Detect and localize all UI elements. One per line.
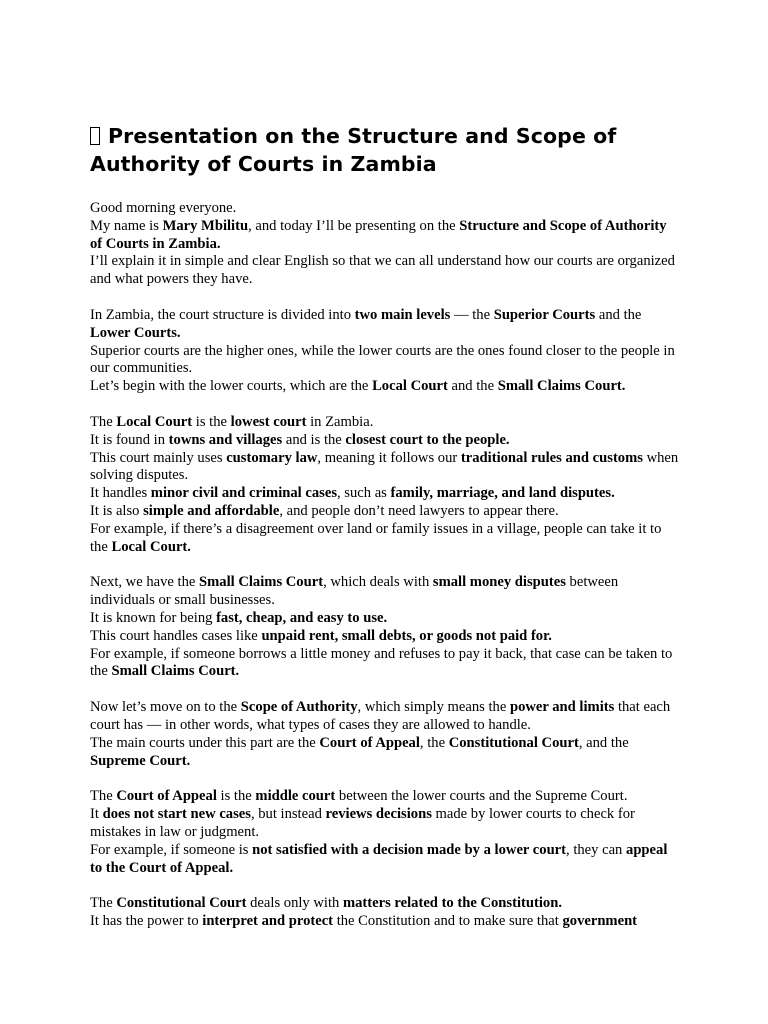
- bold-text: Court of Appeal: [116, 788, 217, 805]
- sentence: [90, 432, 680, 450]
- text-run: , and the: [578, 734, 629, 751]
- bold-text: customary law: [226, 449, 318, 466]
- text-run: and the: [595, 306, 642, 323]
- text-run: , they can: [566, 841, 627, 858]
- paragraph: [90, 699, 680, 770]
- text-run: , but instead: [250, 806, 326, 823]
- bold-text: fast, cheap, and easy to use.: [216, 609, 388, 626]
- text-run: This court mainly uses: [90, 449, 227, 466]
- bold-text: interpret and protect: [202, 913, 334, 930]
- sentence: [90, 646, 680, 682]
- text-run: in Zambia.: [306, 413, 374, 430]
- text-run: the Constitution and to make sure that: [333, 913, 563, 930]
- bold-text: minor civil and criminal cases: [150, 485, 337, 502]
- sentence: [90, 788, 680, 806]
- text-run: when solving disputes.: [90, 449, 679, 484]
- bold-text: Local Court.: [111, 538, 191, 555]
- text-run: , which deals with: [323, 574, 433, 591]
- text-run: , and people don’t need lawyers to appear there.: [279, 502, 559, 519]
- text-run: , such as: [337, 485, 391, 502]
- sentence: [90, 378, 680, 396]
- bold-text: matters related to the Constitution.: [342, 895, 562, 912]
- bold-text: Lower Courts.: [90, 324, 181, 341]
- sentence: [90, 913, 680, 931]
- text-run: , and today I’ll be presenting on the: [248, 217, 460, 234]
- text-run: made by lower courts to check for mistakes in law or judgment.: [90, 806, 635, 840]
- bold-text: reviews decisions: [325, 806, 432, 823]
- bold-text: towns and villages: [168, 431, 283, 448]
- document-body: [90, 200, 680, 931]
- text-run: — the: [450, 306, 494, 323]
- sentence: [90, 450, 680, 486]
- sentence: [90, 200, 680, 218]
- text-run: Next, we have the: [90, 574, 200, 591]
- sentence: [90, 735, 680, 771]
- text-run: Good morning everyone.: [90, 200, 237, 216]
- bold-text: Superior Courts: [493, 306, 596, 323]
- sentence: [90, 574, 680, 610]
- bold-text: power and limits: [509, 699, 615, 716]
- bold-text: Supreme Court.: [90, 752, 191, 769]
- text-run: My name is: [90, 217, 163, 234]
- bold-text: lowest court: [230, 413, 307, 430]
- text-run: It has the power to: [90, 913, 203, 930]
- text-run: The: [90, 788, 117, 805]
- bold-text: not satisfied with a decision made by a lower court: [252, 841, 567, 858]
- sentence: [90, 218, 680, 254]
- text-run: For example, if someone borrows a little money and refuses to pay it back, that case can be taken to the: [90, 645, 673, 680]
- bold-text: Small Claims Court: [199, 574, 324, 591]
- sentence: [90, 343, 680, 379]
- sentence: [90, 253, 680, 289]
- text-run: In Zambia, the court structure is divided into: [90, 306, 355, 323]
- text-run: It handles: [90, 485, 151, 502]
- sentence: [90, 806, 680, 842]
- bold-text: two main levels: [354, 306, 451, 323]
- text-run: Superior courts are the higher ones, while the lower courts are the ones found closer to the people in our communities.: [90, 342, 675, 377]
- paragraph: [90, 200, 680, 289]
- bold-text: Scope of Authority: [240, 699, 358, 716]
- text-run: The: [90, 895, 117, 912]
- text-run: , meaning it follows our: [317, 449, 461, 466]
- text-run: that each court has — in other words, what types of cases they are allowed to handle.: [90, 699, 671, 733]
- text-run: It is also: [90, 502, 144, 519]
- sentence: [90, 521, 680, 557]
- sentence: [90, 628, 680, 646]
- text-run: It: [90, 806, 103, 823]
- text-run: and is the: [282, 431, 346, 448]
- bold-text: middle court: [255, 788, 336, 805]
- title-text: Presentation on the Structure and Scope of Authority of Courts in Zambia: [90, 124, 617, 176]
- bold-text: Court of Appeal: [319, 734, 420, 751]
- paragraph: [90, 895, 680, 931]
- sentence: [90, 414, 680, 432]
- text-run: , which simply means the: [357, 699, 510, 716]
- sentence: [90, 699, 680, 735]
- sentence: [90, 503, 680, 521]
- text-run: and the: [447, 378, 498, 395]
- text-run: is the: [192, 413, 231, 430]
- bold-text: unpaid rent, small debts, or goods not paid for.: [261, 627, 552, 644]
- text-run: , the: [419, 734, 449, 751]
- text-run: It is known for being: [90, 609, 217, 626]
- sentence: [90, 307, 680, 343]
- bold-text: small money disputes: [432, 574, 566, 591]
- text-run: Now let’s move on to the: [90, 699, 241, 716]
- bold-text: government: [562, 913, 638, 930]
- paragraph: [90, 414, 680, 556]
- missing-glyph-icon: [90, 127, 100, 145]
- sentence: [90, 895, 680, 913]
- paragraph: [90, 574, 680, 681]
- bold-text: Mary Mbilitu: [162, 217, 249, 234]
- text-run: is the: [216, 788, 256, 805]
- bold-text: closest court to the people.: [345, 431, 510, 448]
- bold-text: Constitutional Court: [448, 734, 579, 751]
- bold-text: traditional rules and customs: [460, 449, 643, 466]
- bold-text: Local Court: [372, 378, 448, 395]
- paragraph: [90, 788, 680, 877]
- text-run: between the lower courts and the Supreme Court.: [335, 788, 628, 805]
- bold-text: does not start new cases: [102, 806, 251, 823]
- text-run: For example, if there’s a disagreement over land or family issues in a village, people can take it to the: [90, 520, 662, 555]
- bold-text: Small Claims Court.: [111, 663, 240, 680]
- text-run: For example, if someone is: [90, 841, 253, 858]
- document-title: [90, 122, 680, 178]
- text-run: deals only with: [246, 895, 343, 912]
- bold-text: appeal to the Court of Appeal.: [90, 841, 668, 876]
- bold-text: Structure and Scope of Authority of Courts in Zambia.: [90, 217, 667, 252]
- sentence: [90, 610, 680, 628]
- sentence: [90, 485, 680, 503]
- text-run: The main courts under this part are the: [90, 734, 320, 751]
- bold-text: simple and affordable: [143, 502, 280, 519]
- bold-text: Local Court: [116, 413, 193, 430]
- bold-text: Constitutional Court: [116, 895, 247, 912]
- text-run: The: [90, 413, 117, 430]
- text-run: between individuals or small businesses.: [90, 574, 619, 609]
- sentence: [90, 842, 680, 878]
- text-run: I’ll explain it in simple and clear English so that we can all understand how our courts are organized and what powers they have.: [90, 253, 675, 288]
- text-run: Let’s begin with the lower courts, which are the: [90, 378, 373, 395]
- bold-text: Small Claims Court.: [497, 378, 626, 395]
- bold-text: family, marriage, and land disputes.: [390, 485, 615, 502]
- text-run: This court handles cases like: [90, 627, 262, 644]
- paragraph: [90, 307, 680, 396]
- text-run: It is found in: [90, 431, 169, 448]
